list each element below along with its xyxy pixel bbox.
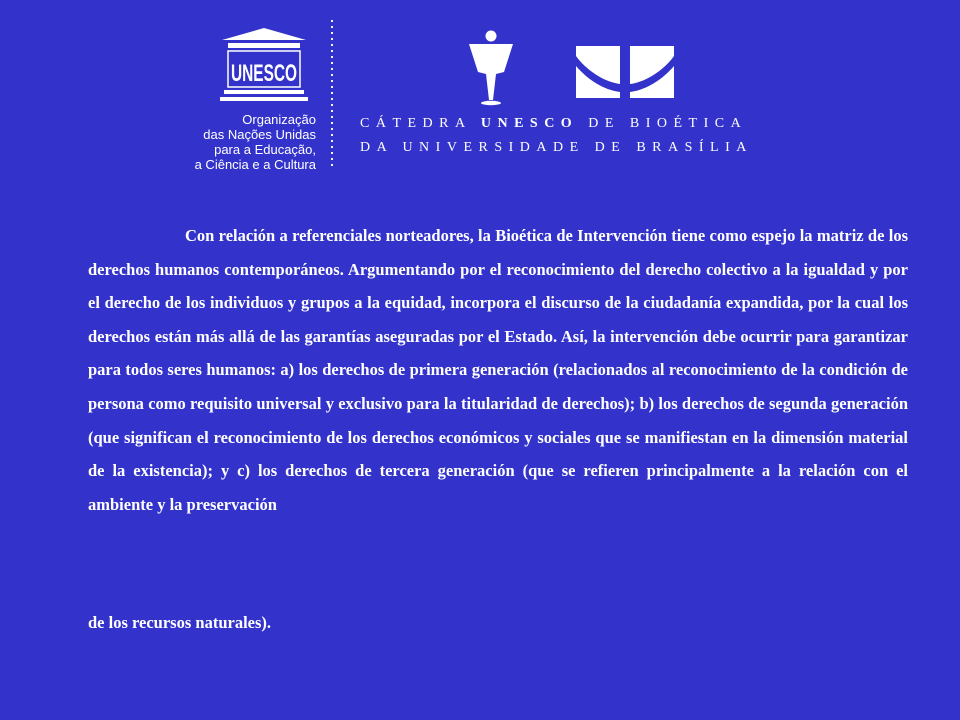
catedra-line-1-start: CÁTEDRA: [360, 116, 481, 131]
body-paragraph-text: Con relación a referenciales norteadores, la Bioética de Intervención tiene como espejo la matriz de los derechos humanos contemporáneos. Argumentando por el reconocimiento del derecho colectivo a la igualdad y por el derecho de los individuos y grupos a la equidad, incorpora el discurso de la ciudadanía expandida, por la cual los derechos están más allá de las garantías aseguradas por el Estado. Así, la intervención debe ocurrir para garantizar para todos seres humanos: a) los derechos de primera generación (relacionados al reconocimiento de la condición de persona como requisito universal y exclusivo para la titularidad de derechos); b) los derechos de segunda generación (que significan el reconocimiento de los derechos económicos y sociales que se manifiestan en la dimensión material de la existencia); y c) los derechos de tercera generación (que se refieren principalmente a la relación con el ambiente y la preservación: [88, 226, 908, 514]
unesco-caption-line: Organização: [242, 112, 316, 127]
unb-logo: [576, 46, 674, 98]
catedra-line-1-end: DE BIOÉTICA: [578, 116, 748, 131]
unesco-temple-logo-icon: [218, 26, 310, 106]
catedra-line-1: [360, 114, 753, 138]
unesco-caption-line: a Ciência e a Cultura: [194, 157, 316, 172]
unesco-caption-line: das Nações Unidas: [203, 127, 316, 142]
unesco-caption: [195, 112, 316, 172]
body-paragraph: [88, 219, 908, 521]
dotted-divider: [331, 18, 333, 168]
figure-logo: [466, 30, 516, 108]
catedra-title: [360, 114, 753, 162]
catedra-line-2: DA UNIVERSIDADE DE BRASÍLIA: [360, 140, 753, 155]
catedra-unesco-word: UNESCO: [480, 116, 579, 131]
unesco-logo: [218, 26, 310, 106]
body-last-line: de los recursos naturales).: [88, 613, 272, 632]
human-figure-logo-icon: [466, 30, 516, 108]
unb-logo-icon: [576, 46, 674, 98]
unesco-caption-line: para a Educação,: [214, 142, 316, 157]
unesco-logo-text: UNESCO: [231, 60, 297, 87]
